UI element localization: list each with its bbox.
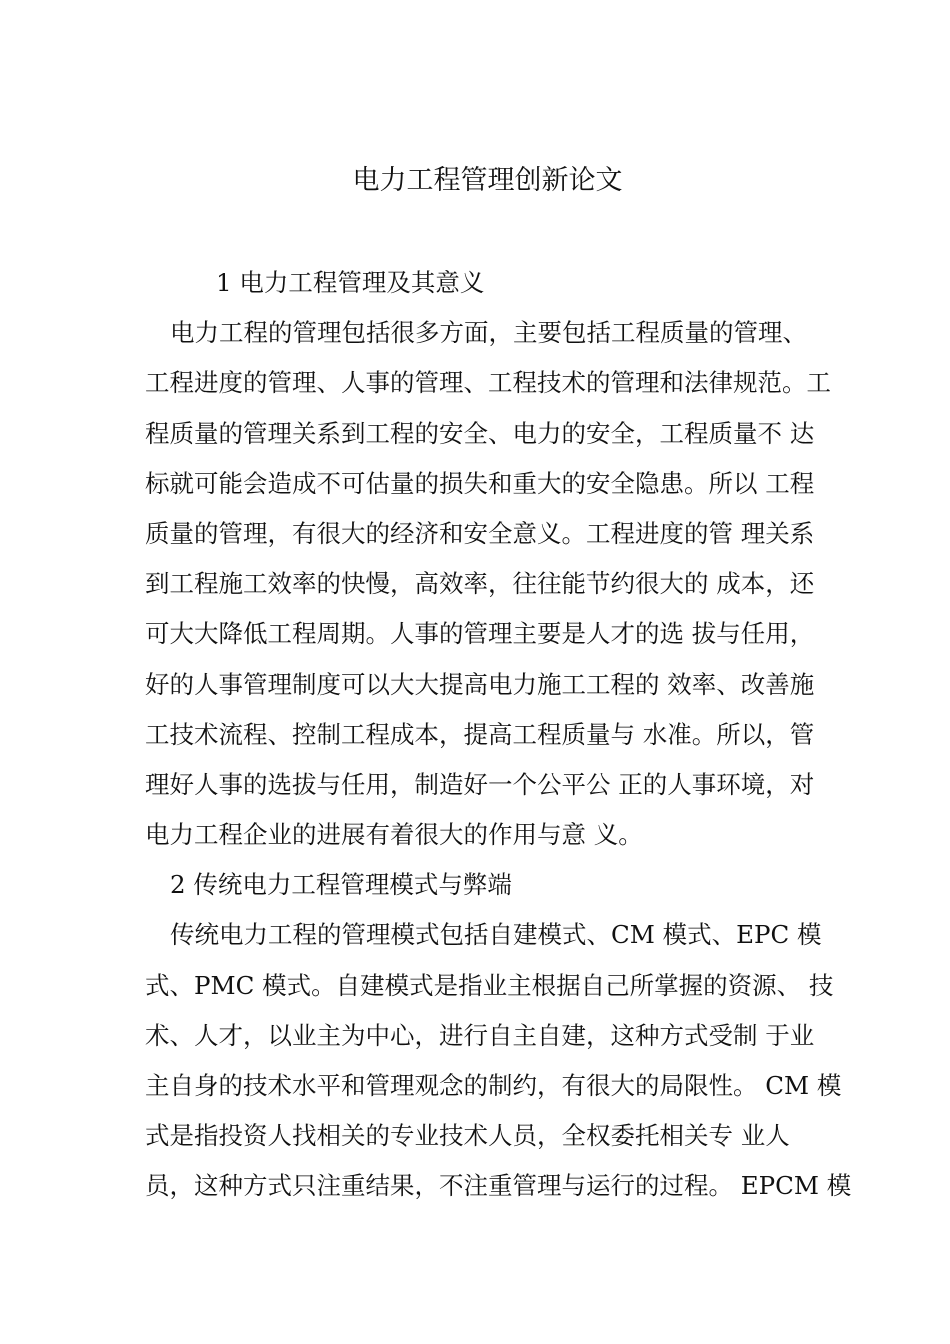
section-heading-2: 2 传统电力工程管理模式与弊端	[170, 870, 512, 900]
paragraph-line: 可大大降低工程周期。人事的管理主要是人才的选 拔与任用，	[145, 619, 815, 649]
paragraph-line: 术、人才，以业主为中心，进行自主自建，这种方式受制 于业	[145, 1020, 815, 1050]
page-title: 电力工程管理创新论文	[352, 165, 623, 196]
section-heading-1: 1 电力工程管理及其意义	[216, 268, 485, 297]
paragraph-line: 质量的管理，有很大的经济和安全意义。工程进度的管 理关系	[145, 518, 815, 548]
paragraph-line: 电力工程企业的进展有着很大的作用与意 义。	[145, 820, 643, 850]
paragraph-line: 程质量的管理关系到工程的安全、电力的安全，工程质量不 达	[145, 418, 815, 448]
paragraph-line: 好的人事管理制度可以大大提高电力施工工程的 效率、改善施	[145, 669, 815, 699]
paragraph-line: 式是指投资人找相关的专业技术人员，全权委托相关专 业人	[145, 1121, 790, 1151]
paragraph-line: 理好人事的选拔与任用，制造好一个公平公 正的人事环境，对	[145, 769, 815, 799]
paragraph-line: 式、PMC 模式。自建模式是指业主根据自己所掌握的资源、 技	[145, 970, 834, 1000]
body-text	[145, 258, 852, 1212]
paragraph-line: 工技术流程、控制工程成本，提高工程质量与 水准。所以，管	[145, 719, 815, 749]
paragraph-line: 工程进度的管理、人事的管理、工程技术的管理和法律规范。工	[145, 368, 831, 398]
paragraph-line: 主自身的技术水平和管理观念的制约，有很大的局限性。 CM 模	[145, 1071, 842, 1100]
paragraph-line: 传统电力工程的管理模式包括自建模式、CM 模式、EPC 模	[170, 920, 822, 950]
paragraph-line: 电力工程的管理包括很多方面，主要包括工程质量的管理、	[170, 318, 807, 348]
paragraph-line: 员，这种方式只注重结果，不注重管理与运行的过程。 EPCM 模	[145, 1171, 852, 1201]
paragraph-line: 到工程施工效率的快慢，高效率，往往能节约很大的 成本，还	[145, 569, 815, 599]
paragraph-line: 标就可能会造成不可估量的损失和重大的安全隐患。所以 工程	[145, 468, 815, 498]
